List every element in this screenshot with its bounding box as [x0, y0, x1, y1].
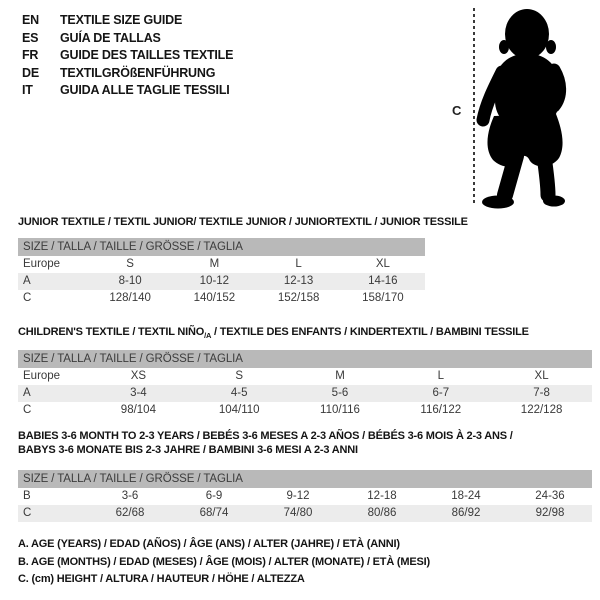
table-row [18, 290, 425, 307]
children-title-sub: /A [204, 331, 212, 341]
language-code: DE [22, 65, 39, 80]
baby-silhouette-icon [468, 6, 572, 210]
language-row [22, 12, 233, 30]
table-row [18, 273, 425, 290]
children-size-table [18, 350, 592, 419]
language-row [22, 65, 233, 83]
cell: 5-6 [331, 387, 349, 399]
cell: 14-16 [368, 275, 398, 287]
cell: 140/152 [193, 292, 236, 304]
row-label: B [23, 490, 31, 502]
language-title: GUÍA DE TALLAS [60, 30, 161, 45]
table-row [18, 402, 592, 419]
cell: M [209, 258, 220, 270]
table-row [18, 488, 592, 505]
row-label: A [23, 275, 31, 287]
cell: 7-8 [533, 387, 550, 399]
height-label-c: C [452, 103, 462, 118]
cell: M [335, 370, 345, 382]
cell: 92/98 [535, 507, 565, 519]
cell: 152/158 [277, 292, 320, 304]
table-row [18, 385, 592, 402]
babies-size-table [18, 470, 592, 522]
row-label: C [23, 507, 32, 519]
cell: 128/140 [109, 292, 151, 304]
cell: 158/170 [362, 292, 404, 304]
language-title: GUIDA ALLE TAGLIE TESSILI [60, 83, 230, 98]
children-title-suffix: / TEXTILE DES ENFANTS / KINDERTEXTIL / BAMBINI TESSILE [211, 326, 529, 338]
children-title-prefix: CHILDREN'S TEXTILE / TEXTIL NIÑO [18, 326, 205, 338]
language-row [22, 47, 233, 65]
cell: 6-7 [432, 387, 450, 399]
table-row [18, 368, 592, 385]
cell: XL [534, 370, 549, 382]
cell: 18-24 [451, 490, 481, 502]
language-code: EN [22, 13, 39, 27]
language-title: GUIDE DES TAILLES TEXTILE [60, 48, 234, 63]
cell: L [437, 370, 444, 382]
cell: 122/128 [520, 404, 563, 416]
cell: 8-10 [118, 275, 142, 287]
cell: 68/74 [199, 507, 229, 519]
row-label: Europe [23, 370, 61, 382]
language-code: FR [22, 48, 39, 63]
cell: S [235, 370, 244, 382]
cell: 4-5 [230, 387, 248, 399]
cell: 12-18 [367, 490, 397, 502]
cell: 116/122 [420, 404, 462, 416]
cell: 9-12 [286, 490, 310, 502]
junior-table-header: SIZE / TALLA / TAILLE / GRÖSSE / TAGLIA [18, 238, 425, 256]
junior-size-table [18, 238, 425, 307]
babies-section-title-line1: BABIES 3-6 MONTH TO 2-3 YEARS / BEBÉS 3-6 MESES A 2-3 AÑOS / BÉBÉS 3-6 MOIS À 2-3 ANS / [18, 430, 513, 442]
row-label: A [23, 387, 31, 399]
language-title: TEXTILE SIZE GUIDE [60, 13, 183, 27]
children-table-header: SIZE / TALLA / TAILLE / GRÖSSE / TAGLIA [18, 350, 592, 368]
language-row [22, 30, 233, 48]
row-label: C [23, 292, 32, 304]
cell: S [126, 258, 134, 270]
cell: 10-12 [199, 275, 230, 287]
legend [18, 536, 430, 589]
row-label: C [23, 404, 32, 416]
language-row [22, 82, 233, 100]
cell: 12-13 [283, 275, 314, 287]
cell: XL [375, 258, 390, 270]
cell: 6-9 [205, 490, 223, 502]
cell: 110/116 [320, 404, 360, 416]
babies-table-header: SIZE / TALLA / TAILLE / GRÖSSE / TAGLIA [18, 470, 592, 488]
cell: L [295, 258, 302, 270]
cell: XS [130, 370, 147, 382]
cell: 86/92 [451, 507, 481, 519]
row-label: Europe [23, 258, 61, 270]
cell: 98/104 [120, 404, 156, 416]
junior-section-title: JUNIOR TEXTILE / TEXTIL JUNIOR/ TEXTILE JUNIOR / JUNIORTEXTIL / JUNIOR TESSILE [18, 216, 468, 228]
babies-section-title-line2: BABYS 3-6 MONATE BIS 2-3 JAHRE / BAMBINI 3-6 MESI A 2-3 ANNI [18, 444, 358, 456]
legend-item-c: C. (cm) HEIGHT / ALTURA / HAUTEUR / HÖHE / ALTEZZA [18, 573, 305, 585]
cell: 24-36 [535, 490, 565, 502]
language-code: IT [22, 83, 33, 98]
language-title: TEXTILGRÖßENFÜHRUNG [60, 65, 216, 80]
cell: 3-6 [121, 490, 139, 502]
cell: 80/86 [367, 507, 397, 519]
cell: 74/80 [283, 507, 313, 519]
cell: 62/68 [115, 507, 145, 519]
language-code: ES [22, 30, 39, 45]
table-row [18, 505, 592, 522]
children-section-title [18, 326, 529, 340]
legend-item-b: B. AGE (MONTHS) / EDAD (MESES) / ÂGE (MOIS) / ALTER (MONATE) / ETÀ (MESI) [18, 555, 430, 568]
cell: 3-4 [130, 387, 147, 399]
table-row [18, 256, 425, 273]
language-list [22, 12, 233, 100]
cell: 104/110 [218, 404, 260, 416]
legend-item-a: A. AGE (YEARS) / EDAD (AÑOS) / ÂGE (ANS) / ALTER (JAHRE) / ETÀ (ANNI) [18, 538, 400, 550]
